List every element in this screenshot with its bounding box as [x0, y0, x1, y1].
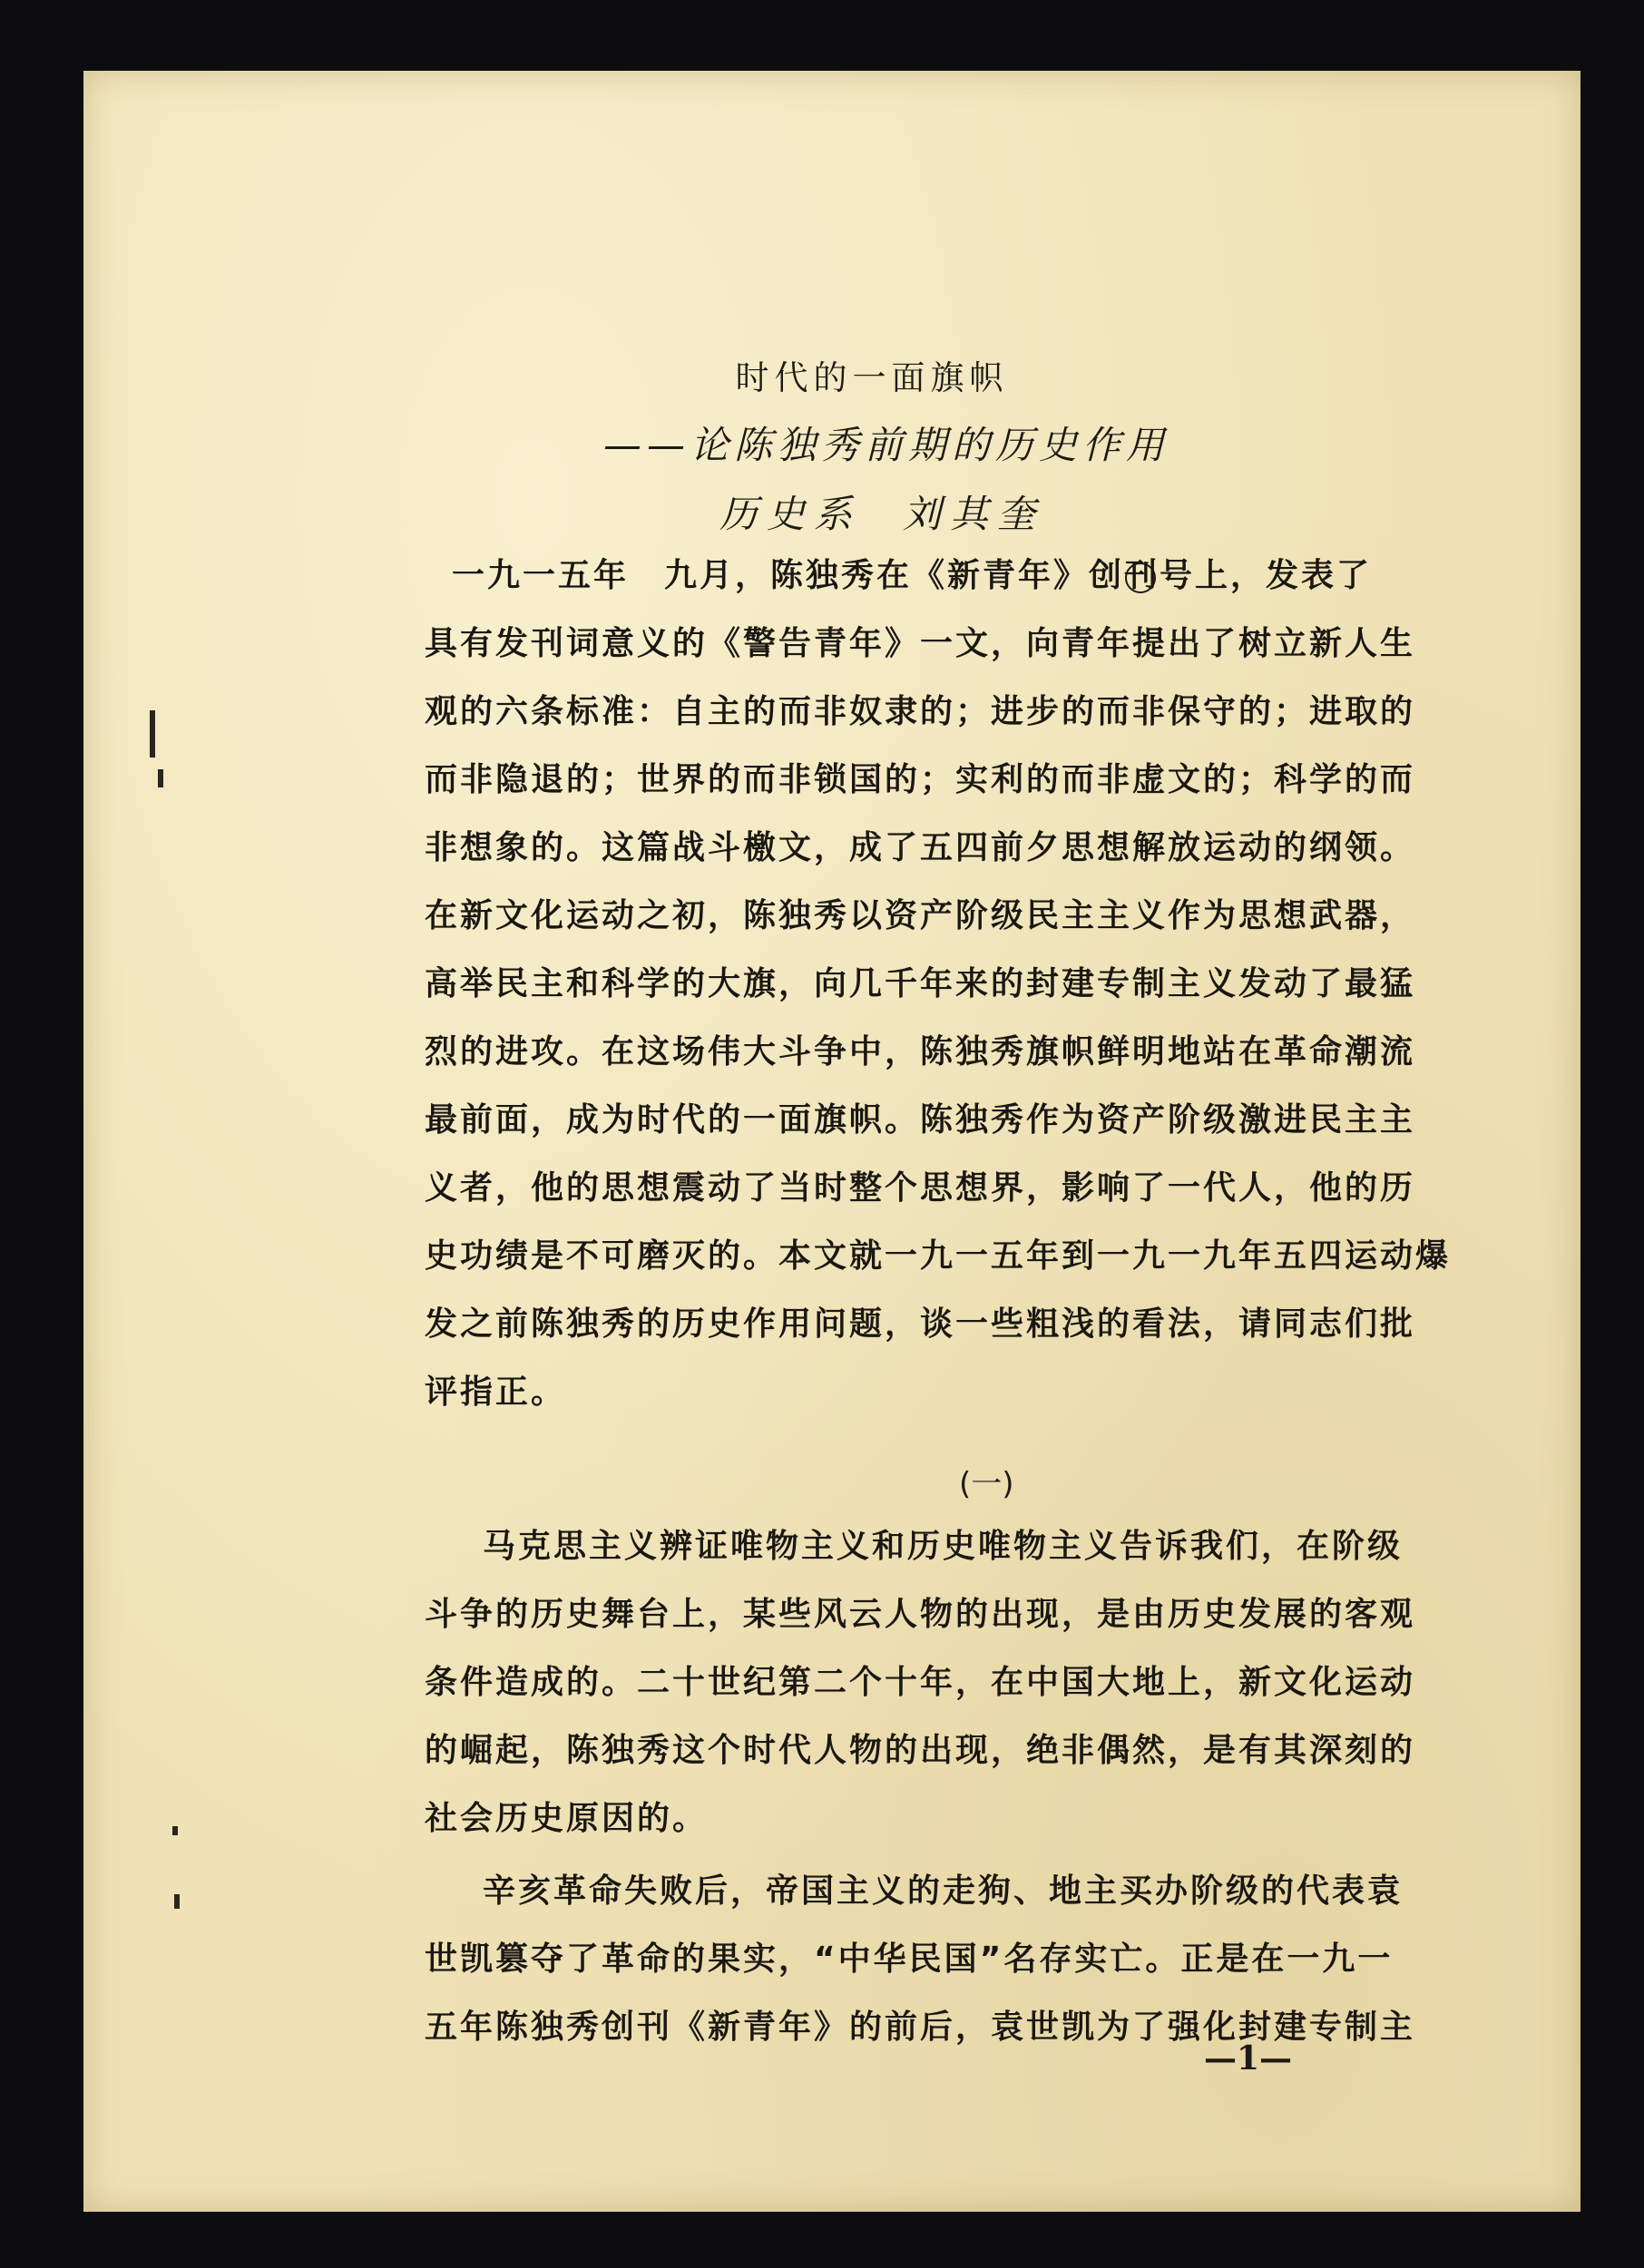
paragraph-line: 而非隐退的；世界的而非锁国的；实利的而非虚文的；科学的而 — [425, 761, 1416, 798]
paragraph-line: 非想象的。这篇战斗檄文，成了五四前夕思想解放运动的纲领。 — [425, 829, 1416, 866]
paragraph-line: 世凯篡夺了革命的果实，“中华民国”名存实亡。正是在一九一 — [425, 1941, 1394, 1978]
page-number: —1— — [1204, 2039, 1293, 2077]
binding-mark — [174, 1894, 180, 1909]
document-page — [83, 71, 1580, 2212]
section-marker: (一) — [959, 1466, 1014, 1502]
paragraph-line: 具有发刊词意义的《警告青年》一文，向青年提出了树立新人生 — [425, 625, 1416, 662]
author-line — [83, 484, 1580, 539]
binding-mark — [158, 769, 163, 787]
paragraph-line: 社会历史原因的。 — [425, 1800, 709, 1837]
binding-mark — [150, 710, 155, 758]
paragraph-line: 发之前陈独秀的历史作用问题，谈一些粗浅的看法，请同志们批 — [425, 1305, 1416, 1343]
document-subtitle: ——论陈独秀前期的历史作用 — [602, 423, 1169, 467]
paragraph-line: 最前面，成为时代的一面旗帜。陈独秀作为资产阶级激进民主主 — [425, 1101, 1416, 1139]
paragraph-line: 的崛起，陈独秀这个时代人物的出现，绝非偶然，是有其深刻的 — [425, 1732, 1416, 1769]
paragraph-line: 烈的进攻。在这场伟大斗争中，陈独秀旗帜鲜明地站在革命潮流 — [425, 1033, 1416, 1070]
paragraph-line: 五年陈独秀创刊《新青年》的前后，袁世凯为了强化封建专制主 — [425, 2009, 1416, 2046]
paragraph-line: 马克思主义辨证唯物主义和历史唯物主义告诉我们，在阶级 — [483, 1528, 1404, 1565]
binding-mark — [172, 1826, 178, 1835]
document-title: 时代的一面旗帜 — [735, 358, 1009, 397]
paragraph-line: 高举民主和科学的大旗，向几千年来的封建专制主义发动了最猛 — [425, 965, 1416, 1002]
paragraph-line: 在新文化运动之初，陈独秀以资产阶级民主主义作为思想武器， — [425, 897, 1416, 934]
paragraph-line: 观的六条标准：自主的而非奴隶的；进步的而非保守的；进取的 — [425, 693, 1416, 730]
paragraph-line: 评指正。 — [425, 1374, 567, 1411]
paragraph-line: 一九一五年 九月，陈独秀在《新青年》创刊号上，发表了 — [452, 557, 1373, 594]
author-department: 历史系 — [719, 492, 861, 536]
paragraph-line: 斗争的历史舞台上，某些风云人物的出现，是由历史发展的客观 — [425, 1596, 1416, 1633]
paragraph-line: 辛亥革命失败后，帝国主义的走狗、地主买办阶级的代表袁 — [483, 1872, 1404, 1910]
author-name: 刘其奎 — [903, 492, 1045, 536]
paragraph-line: 史功绩是不可磨灭的。本文就一九一五年到一九一九年五四运动爆 — [425, 1237, 1452, 1275]
paragraph-line: 条件造成的。二十世纪第二个十年，在中国大地上，新文化运动 — [425, 1664, 1416, 1701]
paragraph-line: 义者，他的思想震动了当时整个思想界，影响了一代人，他的历 — [425, 1169, 1416, 1207]
